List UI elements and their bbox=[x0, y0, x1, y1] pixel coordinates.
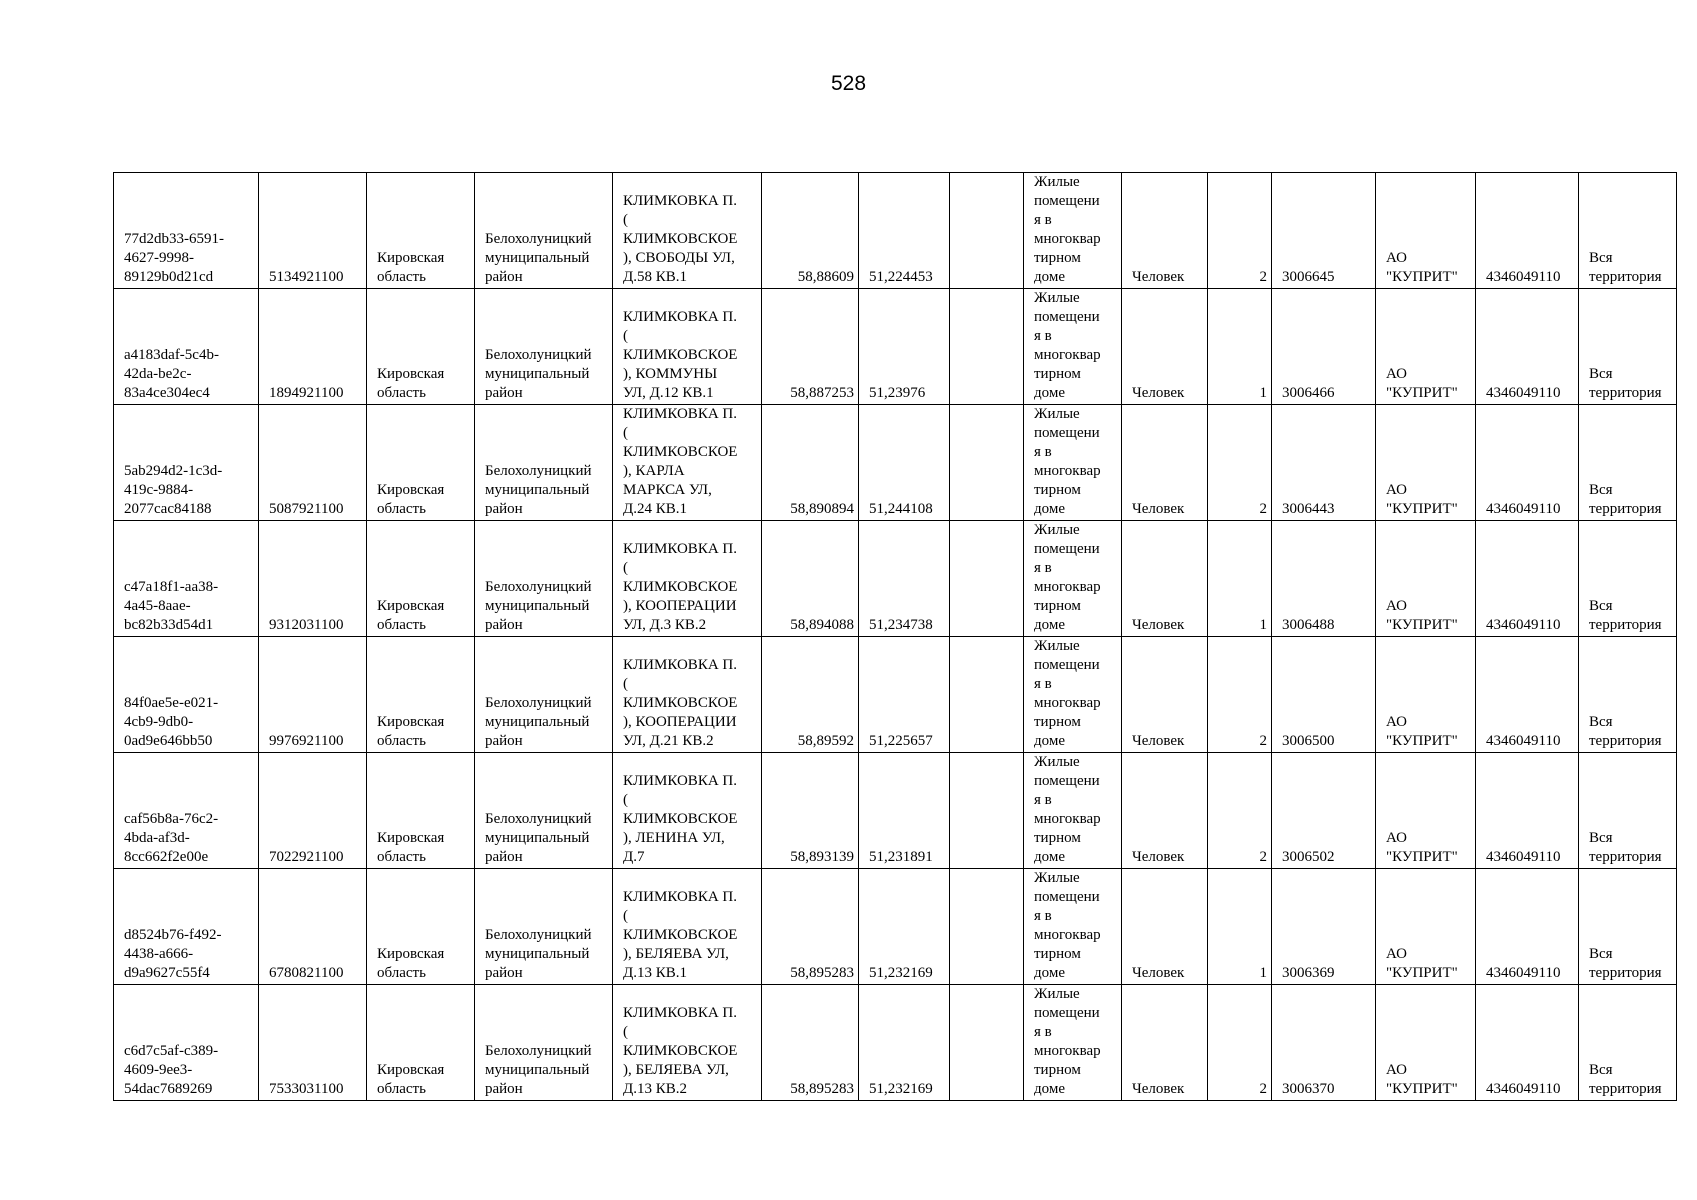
cell-territory-text: Вся территория bbox=[1589, 714, 1662, 749]
cell-latitude-text: 58,895283 bbox=[790, 965, 854, 981]
cell-premises-type-text: Жилые помещени я в многоквар тирном доме bbox=[1034, 754, 1101, 865]
cell-empty bbox=[950, 637, 1024, 753]
cell-region bbox=[367, 289, 475, 405]
cell-organization bbox=[1376, 637, 1476, 753]
registry-body bbox=[114, 173, 1677, 1101]
cell-unit-text: Человек bbox=[1132, 617, 1185, 633]
cell-premises-type bbox=[1024, 173, 1122, 289]
cell-district bbox=[475, 173, 613, 289]
cell-count bbox=[1208, 405, 1272, 521]
cell-inn-text: 4346049110 bbox=[1486, 269, 1561, 285]
cell-address bbox=[613, 521, 762, 637]
cell-address-text: КЛИМКОВКА П. ( КЛИМКОВСКОЕ ), КООПЕРАЦИИ УЛ, Д.21 КВ.2 bbox=[623, 657, 738, 749]
cell-territory-text: Вся территория bbox=[1589, 366, 1662, 401]
cell-object-id-text: 5ab294d2-1c3d- 419c-9884- 2077cac84188 bbox=[124, 463, 223, 517]
cell-code-text: 9312031100 bbox=[269, 617, 344, 633]
cell-region-text: Кировская область bbox=[377, 1062, 445, 1097]
cell-district bbox=[475, 289, 613, 405]
cell-address-text: КЛИМКОВКА П. ( КЛИМКОВСКОЕ ), СВОБОДЫ УЛ, Д.58 КВ.1 bbox=[623, 193, 738, 285]
cell-account bbox=[1272, 521, 1376, 637]
cell-count bbox=[1208, 985, 1272, 1101]
cell-object-id bbox=[114, 869, 259, 985]
cell-unit bbox=[1122, 405, 1208, 521]
cell-count bbox=[1208, 869, 1272, 985]
cell-unit-text: Человек bbox=[1132, 269, 1185, 285]
cell-organization bbox=[1376, 869, 1476, 985]
cell-count-text: 1 bbox=[1259, 617, 1267, 633]
cell-account-text: 3006369 bbox=[1282, 965, 1335, 981]
cell-district-text: Белохолуницкий муниципальный район bbox=[485, 463, 592, 517]
cell-address bbox=[613, 637, 762, 753]
cell-organization-text: АО "КУПРИТ" bbox=[1386, 1062, 1458, 1097]
cell-territory bbox=[1579, 869, 1677, 985]
cell-longitude bbox=[859, 289, 950, 405]
cell-address bbox=[613, 869, 762, 985]
cell-address-text: КЛИМКОВКА П. ( КЛИМКОВСКОЕ ), БЕЛЯЕВА УЛ, Д.13 КВ.1 bbox=[623, 889, 738, 981]
cell-premises-type-text: Жилые помещени я в многоквар тирном доме bbox=[1034, 406, 1101, 517]
cell-region-text: Кировская область bbox=[377, 830, 445, 865]
cell-district-text: Белохолуницкий муниципальный район bbox=[485, 347, 592, 401]
cell-region bbox=[367, 985, 475, 1101]
cell-address-text: КЛИМКОВКА П. ( КЛИМКОВСКОЕ ), КОММУНЫ УЛ, Д.12 КВ.1 bbox=[623, 309, 738, 401]
cell-territory bbox=[1579, 753, 1677, 869]
cell-premises-type bbox=[1024, 289, 1122, 405]
table-row bbox=[114, 637, 1677, 753]
cell-district-text: Белохолуницкий муниципальный район bbox=[485, 231, 592, 285]
cell-organization-text: АО "КУПРИТ" bbox=[1386, 366, 1458, 401]
cell-count bbox=[1208, 753, 1272, 869]
cell-region bbox=[367, 637, 475, 753]
cell-premises-type-text: Жилые помещени я в многоквар тирном доме bbox=[1034, 174, 1101, 285]
cell-latitude-text: 58,894088 bbox=[790, 617, 854, 633]
cell-region-text: Кировская область bbox=[377, 714, 445, 749]
cell-unit-text: Человек bbox=[1132, 501, 1185, 517]
cell-region bbox=[367, 173, 475, 289]
cell-count bbox=[1208, 289, 1272, 405]
cell-district bbox=[475, 869, 613, 985]
cell-longitude bbox=[859, 405, 950, 521]
cell-inn bbox=[1476, 289, 1579, 405]
cell-longitude-text: 51,23976 bbox=[869, 385, 926, 401]
cell-premises-type-text: Жилые помещени я в многоквар тирном доме bbox=[1034, 290, 1101, 401]
cell-region bbox=[367, 521, 475, 637]
cell-count bbox=[1208, 173, 1272, 289]
cell-code bbox=[259, 521, 367, 637]
cell-count-text: 1 bbox=[1259, 385, 1267, 401]
cell-longitude bbox=[859, 521, 950, 637]
cell-region-text: Кировская область bbox=[377, 366, 445, 401]
cell-address-text: КЛИМКОВКА П. ( КЛИМКОВСКОЕ ), БЕЛЯЕВА УЛ, Д.13 КВ.2 bbox=[623, 1005, 738, 1097]
cell-address-text: КЛИМКОВКА П. ( КЛИМКОВСКОЕ ), ЛЕНИНА УЛ, Д.7 bbox=[623, 773, 738, 865]
cell-organization-text: АО "КУПРИТ" bbox=[1386, 598, 1458, 633]
cell-account-text: 3006500 bbox=[1282, 733, 1335, 749]
cell-code-text: 9976921100 bbox=[269, 733, 344, 749]
cell-empty bbox=[950, 405, 1024, 521]
cell-latitude bbox=[762, 637, 859, 753]
cell-longitude bbox=[859, 637, 950, 753]
cell-object-id bbox=[114, 173, 259, 289]
cell-territory bbox=[1579, 637, 1677, 753]
cell-longitude-text: 51,244108 bbox=[869, 501, 933, 517]
cell-inn-text: 4346049110 bbox=[1486, 965, 1561, 981]
table-row bbox=[114, 405, 1677, 521]
cell-code bbox=[259, 985, 367, 1101]
cell-territory-text: Вся территория bbox=[1589, 482, 1662, 517]
cell-district bbox=[475, 405, 613, 521]
cell-organization-text: АО "КУПРИТ" bbox=[1386, 714, 1458, 749]
cell-organization-text: АО "КУПРИТ" bbox=[1386, 830, 1458, 865]
cell-unit bbox=[1122, 289, 1208, 405]
cell-account-text: 3006466 bbox=[1282, 385, 1335, 401]
cell-district-text: Белохолуницкий муниципальный район bbox=[485, 1043, 592, 1097]
cell-longitude-text: 51,232169 bbox=[869, 965, 933, 981]
cell-territory-text: Вся территория bbox=[1589, 1062, 1662, 1097]
cell-object-id bbox=[114, 405, 259, 521]
cell-district bbox=[475, 521, 613, 637]
cell-inn-text: 4346049110 bbox=[1486, 1081, 1561, 1097]
cell-latitude bbox=[762, 289, 859, 405]
cell-count-text: 1 bbox=[1259, 965, 1267, 981]
cell-latitude-text: 58,89592 bbox=[797, 733, 854, 749]
cell-organization bbox=[1376, 405, 1476, 521]
cell-unit bbox=[1122, 753, 1208, 869]
cell-unit-text: Человек bbox=[1132, 849, 1185, 865]
cell-code-text: 1894921100 bbox=[269, 385, 344, 401]
cell-code-text: 5134921100 bbox=[269, 269, 344, 285]
table-row bbox=[114, 173, 1677, 289]
cell-inn-text: 4346049110 bbox=[1486, 501, 1561, 517]
cell-premises-type-text: Жилые помещени я в многоквар тирном доме bbox=[1034, 638, 1101, 749]
cell-latitude bbox=[762, 173, 859, 289]
cell-latitude-text: 58,895283 bbox=[790, 1081, 854, 1097]
cell-premises-type bbox=[1024, 521, 1122, 637]
cell-inn bbox=[1476, 753, 1579, 869]
cell-object-id-text: caf56b8a-76c2- 4bda-af3d- 8cc662f2e00e bbox=[124, 811, 219, 865]
cell-account-text: 3006645 bbox=[1282, 269, 1335, 285]
cell-object-id-text: d8524b76-f492- 4438-a666- d9a9627c55f4 bbox=[124, 927, 222, 981]
cell-territory-text: Вся территория bbox=[1589, 598, 1662, 633]
cell-latitude-text: 58,887253 bbox=[790, 385, 854, 401]
cell-premises-type-text: Жилые помещени я в многоквар тирном доме bbox=[1034, 870, 1101, 981]
table-row bbox=[114, 289, 1677, 405]
cell-code bbox=[259, 637, 367, 753]
cell-latitude bbox=[762, 521, 859, 637]
cell-latitude-text: 58,893139 bbox=[790, 849, 854, 865]
cell-address bbox=[613, 405, 762, 521]
cell-territory bbox=[1579, 289, 1677, 405]
cell-longitude-text: 51,225657 bbox=[869, 733, 933, 749]
table-row bbox=[114, 869, 1677, 985]
cell-latitude-text: 58,88609 bbox=[797, 269, 854, 285]
cell-inn-text: 4346049110 bbox=[1486, 617, 1561, 633]
cell-district-text: Белохолуницкий муниципальный район bbox=[485, 695, 592, 749]
cell-organization bbox=[1376, 753, 1476, 869]
cell-inn-text: 4346049110 bbox=[1486, 733, 1561, 749]
cell-district bbox=[475, 637, 613, 753]
cell-latitude bbox=[762, 753, 859, 869]
cell-account-text: 3006502 bbox=[1282, 849, 1335, 865]
cell-region-text: Кировская область bbox=[377, 946, 445, 981]
cell-object-id bbox=[114, 637, 259, 753]
cell-longitude bbox=[859, 869, 950, 985]
cell-longitude-text: 51,232169 bbox=[869, 1081, 933, 1097]
cell-premises-type bbox=[1024, 637, 1122, 753]
cell-territory-text: Вся территория bbox=[1589, 250, 1662, 285]
cell-code bbox=[259, 753, 367, 869]
registry-table bbox=[113, 172, 1677, 1101]
cell-organization bbox=[1376, 173, 1476, 289]
cell-latitude bbox=[762, 869, 859, 985]
cell-empty bbox=[950, 985, 1024, 1101]
cell-count-text: 2 bbox=[1259, 501, 1267, 517]
cell-premises-type bbox=[1024, 405, 1122, 521]
cell-address-text: КЛИМКОВКА П. ( КЛИМКОВСКОЕ ), КООПЕРАЦИИ УЛ, Д.3 КВ.2 bbox=[623, 541, 738, 633]
cell-address bbox=[613, 289, 762, 405]
cell-organization bbox=[1376, 521, 1476, 637]
cell-object-id bbox=[114, 985, 259, 1101]
cell-unit-text: Человек bbox=[1132, 385, 1185, 401]
cell-organization bbox=[1376, 289, 1476, 405]
cell-inn bbox=[1476, 869, 1579, 985]
cell-address bbox=[613, 753, 762, 869]
cell-account bbox=[1272, 869, 1376, 985]
cell-empty bbox=[950, 753, 1024, 869]
cell-premises-type-text: Жилые помещени я в многоквар тирном доме bbox=[1034, 986, 1101, 1097]
cell-longitude-text: 51,231891 bbox=[869, 849, 933, 865]
cell-longitude bbox=[859, 985, 950, 1101]
cell-code bbox=[259, 173, 367, 289]
cell-unit-text: Человек bbox=[1132, 1081, 1185, 1097]
cell-count bbox=[1208, 637, 1272, 753]
cell-account-text: 3006488 bbox=[1282, 617, 1335, 633]
cell-account bbox=[1272, 289, 1376, 405]
cell-count-text: 2 bbox=[1259, 849, 1267, 865]
cell-object-id-text: 84f0ae5e-e021- 4cb9-9db0- 0ad9e646bb50 bbox=[124, 695, 219, 749]
cell-organization-text: АО "КУПРИТ" bbox=[1386, 482, 1458, 517]
cell-unit bbox=[1122, 637, 1208, 753]
cell-district-text: Белохолуницкий муниципальный район bbox=[485, 811, 592, 865]
cell-count bbox=[1208, 521, 1272, 637]
cell-code bbox=[259, 289, 367, 405]
cell-account-text: 3006443 bbox=[1282, 501, 1335, 517]
table-row bbox=[114, 753, 1677, 869]
table-row bbox=[114, 985, 1677, 1101]
cell-account bbox=[1272, 405, 1376, 521]
cell-object-id bbox=[114, 521, 259, 637]
cell-inn bbox=[1476, 637, 1579, 753]
cell-latitude bbox=[762, 405, 859, 521]
cell-address bbox=[613, 173, 762, 289]
table-row bbox=[114, 521, 1677, 637]
cell-count-text: 2 bbox=[1259, 733, 1267, 749]
cell-unit bbox=[1122, 521, 1208, 637]
cell-district-text: Белохолуницкий муниципальный район bbox=[485, 927, 592, 981]
cell-territory bbox=[1579, 985, 1677, 1101]
cell-inn bbox=[1476, 173, 1579, 289]
cell-empty bbox=[950, 869, 1024, 985]
cell-count-text: 2 bbox=[1259, 269, 1267, 285]
cell-object-id-text: c47a18f1-aa38- 4a45-8aae- bc82b33d54d1 bbox=[124, 579, 219, 633]
cell-object-id-text: c6d7c5af-c389- 4609-9ee3- 54dac7689269 bbox=[124, 1043, 219, 1097]
cell-premises-type bbox=[1024, 869, 1122, 985]
cell-empty bbox=[950, 289, 1024, 405]
cell-longitude-text: 51,224453 bbox=[869, 269, 933, 285]
cell-code-text: 5087921100 bbox=[269, 501, 344, 517]
cell-region-text: Кировская область bbox=[377, 482, 445, 517]
cell-empty bbox=[950, 521, 1024, 637]
cell-inn-text: 4346049110 bbox=[1486, 849, 1561, 865]
cell-object-id-text: a4183daf-5c4b- 42da-be2c- 83a4ce304ec4 bbox=[124, 347, 219, 401]
cell-latitude bbox=[762, 985, 859, 1101]
cell-empty bbox=[950, 173, 1024, 289]
cell-region-text: Кировская область bbox=[377, 250, 445, 285]
cell-region bbox=[367, 405, 475, 521]
cell-code-text: 7022921100 bbox=[269, 849, 344, 865]
cell-code bbox=[259, 869, 367, 985]
cell-latitude-text: 58,890894 bbox=[790, 501, 854, 517]
cell-region bbox=[367, 753, 475, 869]
cell-unit-text: Человек bbox=[1132, 733, 1185, 749]
cell-account-text: 3006370 bbox=[1282, 1081, 1335, 1097]
cell-territory bbox=[1579, 521, 1677, 637]
page-number: 528 bbox=[830, 72, 867, 95]
cell-code-text: 7533031100 bbox=[269, 1081, 344, 1097]
cell-region-text: Кировская область bbox=[377, 598, 445, 633]
cell-inn bbox=[1476, 521, 1579, 637]
cell-unit bbox=[1122, 985, 1208, 1101]
cell-unit-text: Человек bbox=[1132, 965, 1185, 981]
cell-premises-type-text: Жилые помещени я в многоквар тирном доме bbox=[1034, 522, 1101, 633]
cell-object-id bbox=[114, 289, 259, 405]
cell-district-text: Белохолуницкий муниципальный район bbox=[485, 579, 592, 633]
cell-district bbox=[475, 753, 613, 869]
cell-unit bbox=[1122, 173, 1208, 289]
cell-premises-type bbox=[1024, 985, 1122, 1101]
cell-inn-text: 4346049110 bbox=[1486, 385, 1561, 401]
cell-account bbox=[1272, 637, 1376, 753]
cell-territory bbox=[1579, 405, 1677, 521]
cell-region bbox=[367, 869, 475, 985]
cell-inn bbox=[1476, 405, 1579, 521]
cell-account bbox=[1272, 985, 1376, 1101]
cell-territory-text: Вся территория bbox=[1589, 830, 1662, 865]
cell-account bbox=[1272, 173, 1376, 289]
cell-longitude bbox=[859, 753, 950, 869]
cell-object-id bbox=[114, 753, 259, 869]
cell-longitude-text: 51,234738 bbox=[869, 617, 933, 633]
cell-territory-text: Вся территория bbox=[1589, 946, 1662, 981]
cell-premises-type bbox=[1024, 753, 1122, 869]
cell-code bbox=[259, 405, 367, 521]
cell-longitude bbox=[859, 173, 950, 289]
cell-address-text: КЛИМКОВКА П. ( КЛИМКОВСКОЕ ), КАРЛА МАРКСА УЛ, Д.24 КВ.1 bbox=[623, 406, 738, 517]
cell-organization-text: АО "КУПРИТ" bbox=[1386, 250, 1458, 285]
cell-unit bbox=[1122, 869, 1208, 985]
cell-code-text: 6780821100 bbox=[269, 965, 344, 981]
cell-inn bbox=[1476, 985, 1579, 1101]
cell-address bbox=[613, 985, 762, 1101]
cell-organization-text: АО "КУПРИТ" bbox=[1386, 946, 1458, 981]
cell-object-id-text: 77d2db33-6591- 4627-9998- 89129b0d21cd bbox=[124, 231, 224, 285]
cell-count-text: 2 bbox=[1259, 1081, 1267, 1097]
cell-organization bbox=[1376, 985, 1476, 1101]
cell-account bbox=[1272, 753, 1376, 869]
cell-district bbox=[475, 985, 613, 1101]
cell-territory bbox=[1579, 173, 1677, 289]
